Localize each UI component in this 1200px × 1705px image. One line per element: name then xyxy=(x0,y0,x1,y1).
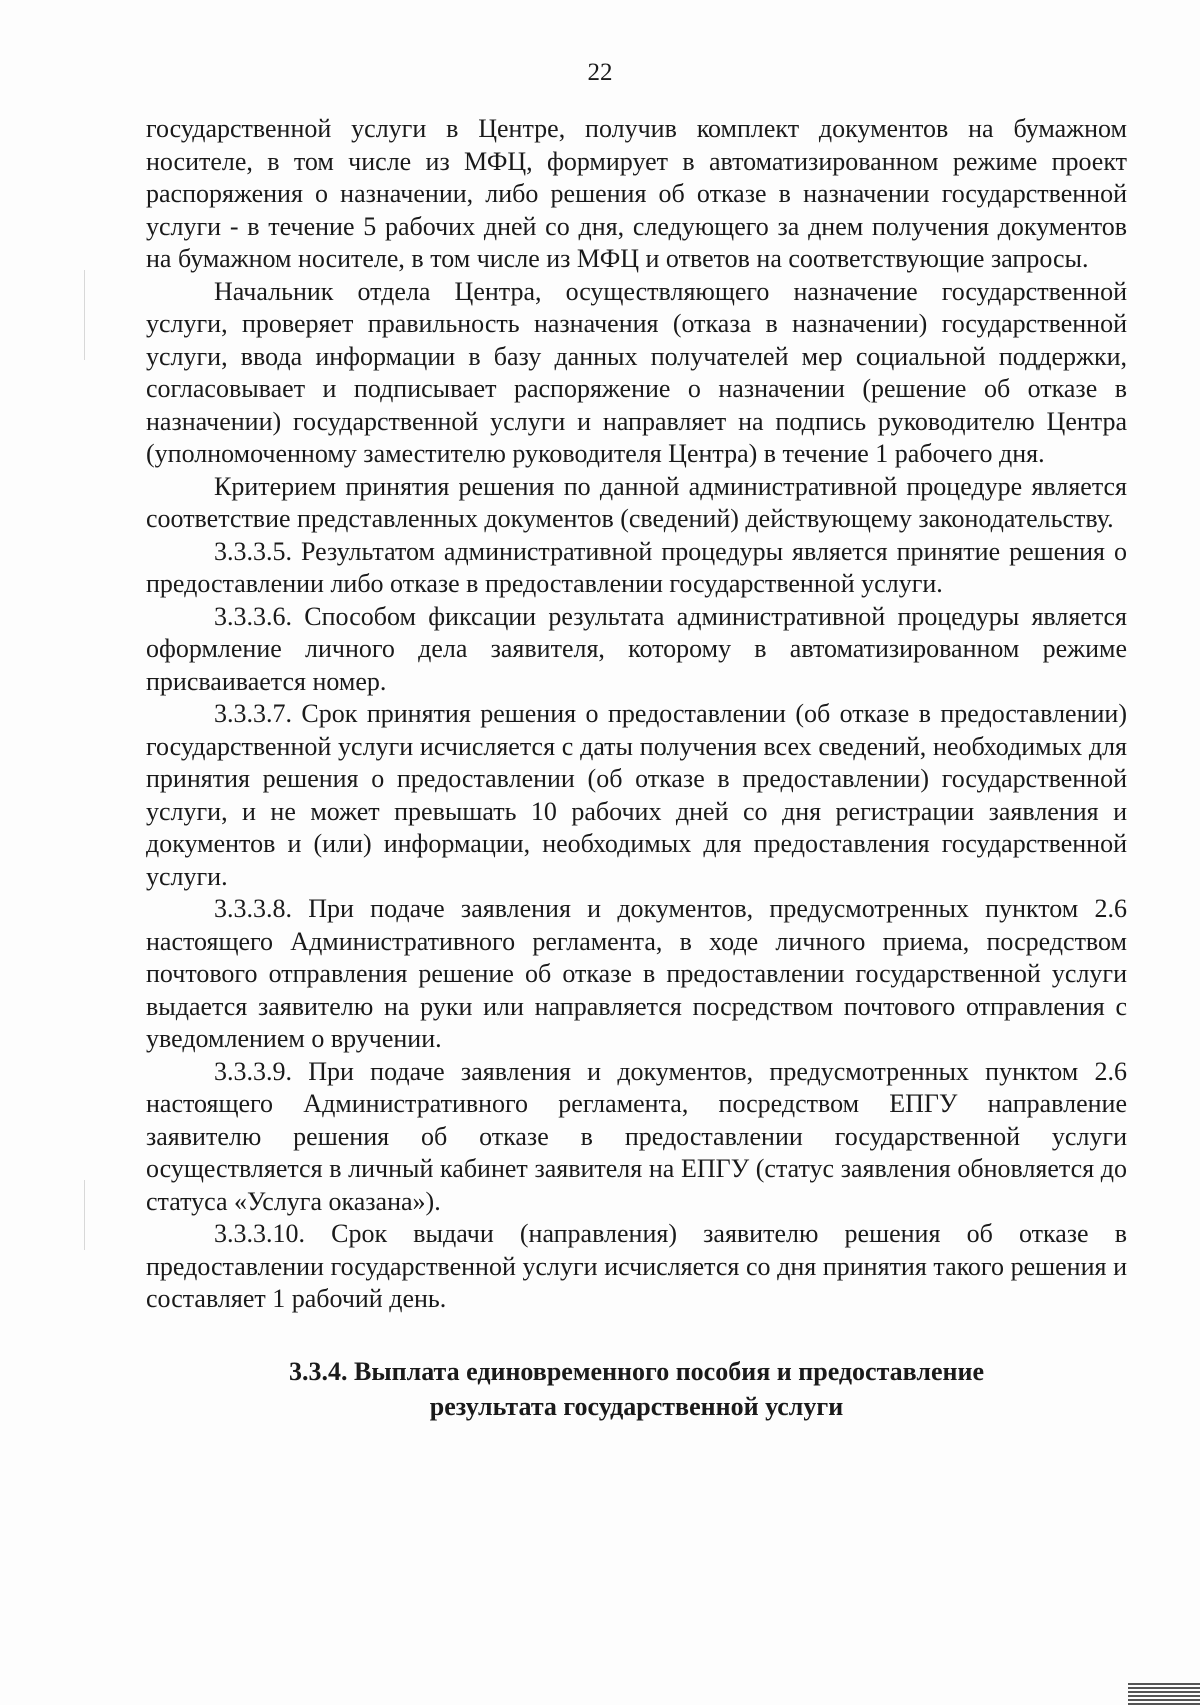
document-body xyxy=(146,113,1127,1424)
page-number: 22 xyxy=(587,59,613,86)
paragraph: 3.3.3.10. Срок выдачи (направления) заявителю решения об отказе в предоставлении государственной услуги исчисляется со дня принятия такого решения и составляет 1 рабочий день. xyxy=(146,1219,1127,1313)
section-heading xyxy=(146,1354,1127,1424)
scan-margin-mark xyxy=(84,270,85,360)
paragraph: 3.3.3.9. При подаче заявления и документов, предусмотренных пунктом 2.6 настоящего Административного регламента, посредством ЕПГУ направление заявителю решения об отказе в предоставлении государственной услуги осуществляется в личный кабинет заявителя на ЕПГУ (статус заявления обновляется до статуса «Услуга оказана»). xyxy=(146,1056,1127,1216)
paragraph: 3.3.3.8. При подаче заявления и документов, предусмотренных пунктом 2.6 настоящего Административного регламента, в ходе личного приема, посредством почтового отправления решение об отказе в предоставлении государственной услуги выдается заявителю на руки или направляется посредством почтового отправления с уведомлением о вручении. xyxy=(146,894,1127,1053)
paragraph: Критерием принятия решения по данной административной процедуре является соответствие представленных документов (сведений) действующему законодательству. xyxy=(146,471,1127,533)
paragraph: Начальник отдела Центра, осуществляющего назначение государственной услуги, проверяет правильность назначения (отказа в назначении) государственной услуги, ввода информации в базу данных получателей мер социальной поддержки, согласовывает и подписывает распоряжение о назначении (решение об отказе в назначении) государственной услуги и направляет на подпись руководителю Центра (уполномоченному заместителю руководителя Центра) в течение 1 рабочего дня. xyxy=(146,276,1127,468)
section-heading-line: результата государственной услуги xyxy=(429,1391,844,1421)
scan-margin-mark xyxy=(84,1180,85,1250)
paragraph: 3.3.3.7. Срок принятия решения о предоставлении (об отказе в предоставлении) государственной услуги исчисляется с даты получения всех сведений, необходимых для принятия решения о предоставлении (об отказе в предоставлении) государственной услуги, и не может превышать 10 рабочих дней со дня регистрации заявления и документов и (или) информации, необходимых для предоставления государственной услуги. xyxy=(146,699,1127,891)
scan-barcode-fragment xyxy=(1128,1683,1200,1705)
section-heading-line: 3.3.4. Выплата единовременного пособия и предоставление xyxy=(289,1356,984,1386)
paragraph: государственной услуги в Центре, получив комплект документов на бумажном носителе, в том числе из МФЦ, формирует в автоматизированном режиме проект распоряжения о назначении, либо решения об отказе в назначении государственной услуги - в течение 5 рабочих дней со дня, следующего за днем получения документов на бумажном носителе, в том числе из МФЦ и ответов на соответствующие запросы. xyxy=(146,114,1127,273)
paragraph: 3.3.3.5. Результатом административной процедуры является принятие решения о предоставлении либо отказе в предоставлении государственной услуги. xyxy=(146,536,1127,598)
paragraph: 3.3.3.6. Способом фиксации результата административной процедуры является оформление личного дела заявителя, которому в автоматизированном режиме присваивается номер. xyxy=(146,601,1127,696)
